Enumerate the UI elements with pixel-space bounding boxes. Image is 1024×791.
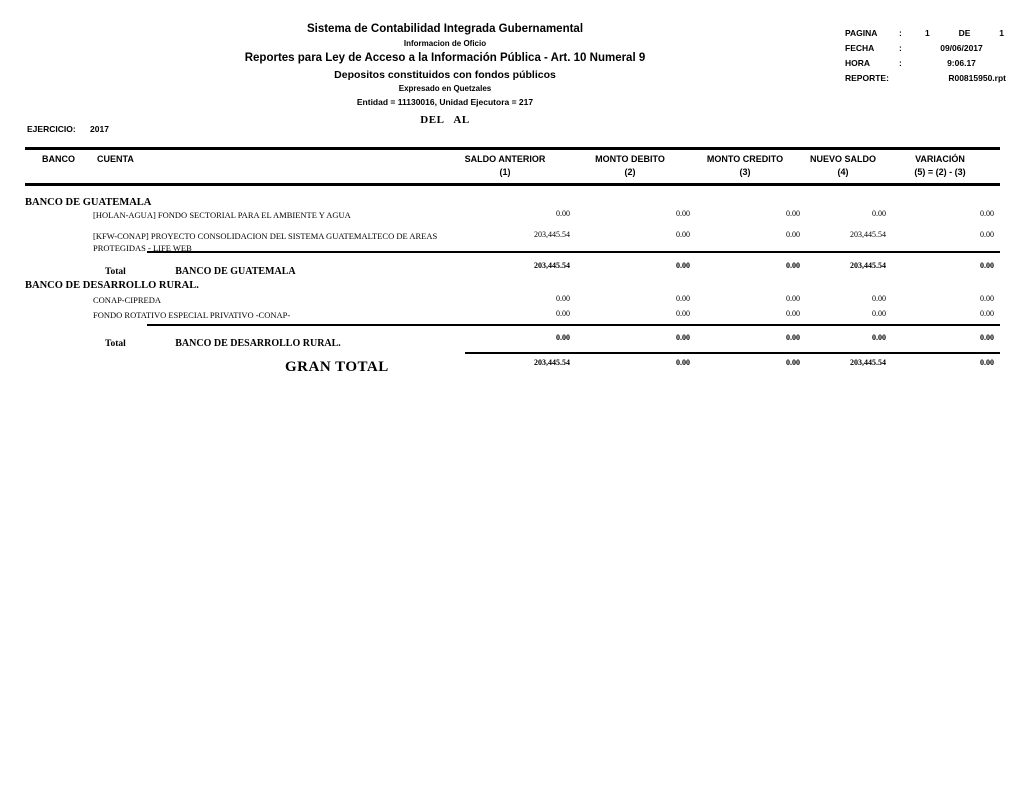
nuevo-saldo-value: 0.00 <box>872 309 886 318</box>
nuevo-saldo-value: 203,445.54 <box>850 230 886 239</box>
col-header-monto-credito-num: (3) <box>739 167 751 177</box>
account-name: CONAP-CIPREDA <box>93 295 162 305</box>
col-header-saldo-anterior <box>440 153 570 179</box>
report-subtitle-oficio: Informacion de Oficio <box>403 39 487 48</box>
table-header-bottom-rule <box>25 183 1000 186</box>
bank-total-desc <box>25 333 440 351</box>
gran-total-label: GRAN TOTAL <box>285 359 389 375</box>
monto-debito-value: 0.00 <box>676 294 690 303</box>
saldo-anterior-value: 203,445.54 <box>534 230 570 239</box>
variacion-value: 0.00 <box>980 294 994 303</box>
hora-label: HORA <box>845 58 871 68</box>
ejercicio-label: EJERCICIO: <box>27 124 76 134</box>
col-header-monto-debito-title: MONTO DEBITO <box>595 154 665 164</box>
account-row <box>25 209 1000 221</box>
col-header-saldo-anterior-num: (1) <box>499 167 511 177</box>
meta-reporte-row <box>845 73 1008 83</box>
bank-total-desc <box>25 261 440 279</box>
monto-debito-value: 0.00 <box>676 309 690 318</box>
gran-total-row <box>25 358 1000 376</box>
col-header-monto-debito-num: (2) <box>624 167 636 177</box>
saldo-anterior-total: 203,445.54 <box>534 261 570 270</box>
total-label: Total <box>105 339 126 349</box>
saldo-anterior-value: 0.00 <box>556 309 570 318</box>
pagina-label: PAGINA <box>845 28 878 38</box>
hora-value: 9:06.17 <box>947 58 976 68</box>
reporte-value: R00815950.rpt <box>948 73 1006 83</box>
monto-credito-gran-total: 0.00 <box>786 358 800 367</box>
report-title: Sistema de Contabilidad Integrada Gubernamental <box>306 23 584 35</box>
bank-name: BANCO DE GUATEMALA <box>25 197 152 208</box>
total-bank-name: BANCO DE GUATEMALA <box>175 266 296 277</box>
monto-credito-value: 0.00 <box>786 230 800 239</box>
monto-credito-value: 0.00 <box>786 294 800 303</box>
report-subtitle-moneda: Expresado en Quetzales <box>398 84 492 93</box>
col-header-saldo-anterior-title: SALDO ANTERIOR <box>464 154 546 164</box>
monto-debito-total: 0.00 <box>676 261 690 270</box>
table-header-row <box>25 153 1000 179</box>
nuevo-saldo-total: 0.00 <box>872 333 886 342</box>
gran-total-desc <box>25 358 440 376</box>
bank-name: BANCO DE DESARROLLO RURAL. <box>25 280 199 291</box>
fecha-value: 09/06/2017 <box>940 43 983 53</box>
account-name: FONDO ROTATIVO ESPECIAL PRIVATIVO -CONAP- <box>93 310 291 320</box>
variacion-total: 0.00 <box>980 333 994 342</box>
bank-total-row <box>25 261 1000 279</box>
monto-credito-value: 0.00 <box>786 309 800 318</box>
col-header-variacion-num: (5) = (2) - (3) <box>914 167 966 177</box>
report-subtitle-depositos: Depositos constituidos con fondos públicos <box>334 69 556 81</box>
monto-credito-value: 0.00 <box>786 209 800 218</box>
saldo-anterior-value: 0.00 <box>556 209 570 218</box>
col-header-variacion-title: VARIACIÓN <box>915 154 965 164</box>
pagina-colon: : <box>899 28 902 38</box>
date-range-labels <box>60 114 830 126</box>
meta-pagina-row <box>845 28 1008 38</box>
account-row <box>25 294 1000 306</box>
saldo-anterior-gran-total: 203,445.54 <box>534 358 570 367</box>
col-header-variacion <box>886 153 1000 179</box>
variacion-total: 0.00 <box>980 261 994 270</box>
entity-line: Entidad = 11130016, Unidad Ejecutora = 217 <box>356 97 534 107</box>
al-label: AL <box>453 114 470 126</box>
account-row <box>25 230 1000 254</box>
ejercicio-line <box>27 124 109 134</box>
saldo-anterior-total: 0.00 <box>556 333 570 342</box>
col-header-nuevo-saldo-num: (4) <box>837 167 849 177</box>
hora-colon: : <box>899 58 902 68</box>
gran-total-separator <box>465 352 1000 354</box>
bank-total-row <box>25 333 1000 351</box>
variacion-value: 0.00 <box>980 230 994 239</box>
report-meta-block <box>845 28 1008 88</box>
variacion-value: 0.00 <box>980 209 994 218</box>
account-row <box>25 309 1000 321</box>
nuevo-saldo-value: 0.00 <box>872 294 886 303</box>
nuevo-saldo-total: 203,445.54 <box>850 261 886 270</box>
monto-debito-value: 0.00 <box>676 209 690 218</box>
variacion-gran-total: 0.00 <box>980 358 994 367</box>
pagina-de-value: 1 <box>999 28 1004 38</box>
col-header-monto-credito-title: MONTO CREDITO <box>706 154 784 164</box>
pagina-de-label: DE <box>958 28 971 38</box>
meta-hora-row <box>845 58 1008 68</box>
group2-total-separator <box>147 324 1000 326</box>
col-header-banco: BANCO <box>42 154 75 164</box>
meta-fecha-row <box>845 43 1008 53</box>
nuevo-saldo-gran-total: 203,445.54 <box>850 358 886 367</box>
monto-debito-total: 0.00 <box>676 333 690 342</box>
fecha-colon: : <box>899 43 902 53</box>
total-bank-name: BANCO DE DESARROLLO RURAL. <box>175 338 341 349</box>
col-header-monto-debito <box>570 153 690 179</box>
ejercicio-value: 2017 <box>90 124 109 134</box>
bank-group-header <box>25 197 1000 208</box>
variacion-value: 0.00 <box>980 309 994 318</box>
col-header-nuevo-saldo-title: NUEVO SALDO <box>809 154 876 164</box>
col-header-nuevo-saldo <box>800 153 886 179</box>
del-label: DEL <box>420 114 445 126</box>
total-label: Total <box>105 267 126 277</box>
account-name: [KFW-CONAP] PROYECTO CONSOLIDACION DEL SISTEMA GUATEMALTECO DE AREAS PROTEGIDAS - LIFE WEB <box>93 231 438 253</box>
fecha-label: FECHA <box>845 43 875 53</box>
monto-credito-total: 0.00 <box>786 261 800 270</box>
table-top-rule <box>25 147 1000 150</box>
monto-credito-total: 0.00 <box>786 333 800 342</box>
pagina-value: 1 <box>925 28 930 38</box>
account-name: [HOLAN-AGUA] FONDO SECTORIAL PARA EL AMBIENTE Y AGUA <box>93 210 351 220</box>
saldo-anterior-value: 0.00 <box>556 294 570 303</box>
bank-group-header <box>25 280 1000 291</box>
col-header-cuenta: CUENTA <box>97 154 134 164</box>
reporte-label: REPORTE: <box>845 73 889 83</box>
monto-debito-value: 0.00 <box>676 230 690 239</box>
nuevo-saldo-value: 0.00 <box>872 209 886 218</box>
report-subtitle-ley: Reportes para Ley de Acceso a la Información Pública - Art. 10 Numeral 9 <box>244 52 646 64</box>
monto-debito-gran-total: 0.00 <box>676 358 690 367</box>
col-header-monto-credito <box>690 153 800 179</box>
